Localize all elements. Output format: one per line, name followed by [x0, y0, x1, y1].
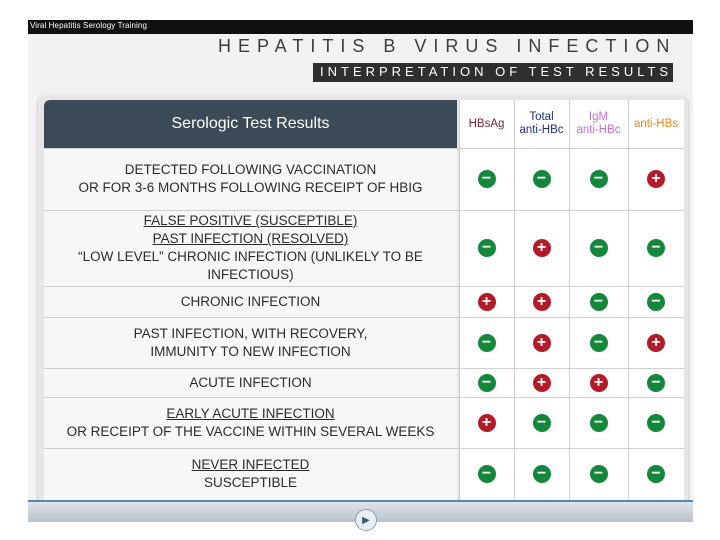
result-cell — [514, 448, 569, 500]
result-cell — [459, 317, 514, 368]
table-row — [44, 286, 457, 317]
slide-title: HEPATITIS B VIRUS INFECTION — [218, 36, 677, 56]
table-row — [44, 448, 457, 500]
row-divider — [44, 317, 684, 318]
negative-result-icon: − — [533, 170, 551, 188]
row-label-line: OR FOR 3-6 MONTHS FOLLOWING RECEIPT OF HBIG — [78, 180, 423, 195]
column-header-line: HBsAg — [468, 117, 505, 130]
negative-result-icon: − — [590, 239, 608, 257]
negative-result-icon: − — [533, 465, 551, 483]
result-cell — [514, 368, 569, 397]
row-label-line: NEVER INFECTED — [191, 457, 310, 472]
row-divider — [44, 368, 684, 369]
negative-result-icon: − — [590, 465, 608, 483]
column-header-line: Total — [529, 111, 554, 123]
result-cell — [514, 148, 569, 210]
result-cell — [569, 286, 628, 317]
column-divider — [569, 100, 570, 500]
play-icon[interactable]: ▶ — [355, 509, 377, 531]
result-cell — [569, 317, 628, 368]
row-label-line: ACUTE INFECTION — [189, 374, 312, 390]
table-row — [44, 210, 457, 286]
negative-result-icon: − — [478, 465, 496, 483]
table-row — [44, 148, 457, 210]
positive-result-icon: + — [647, 334, 665, 352]
column-header — [569, 100, 628, 148]
row-label-line: “LOW LEVEL” CHRONIC INFECTION (UNLIKELY TO BE INFECTIOUS) — [78, 249, 423, 282]
row-label-line: FALSE POSITIVE (SUSCEPTIBLE) — [143, 213, 358, 228]
result-cell — [459, 210, 514, 286]
negative-result-icon: − — [478, 239, 496, 257]
row-label-line: EARLY ACUTE INFECTION — [166, 405, 335, 421]
row-divider — [44, 148, 684, 149]
column-divider — [459, 100, 460, 500]
negative-result-icon: − — [533, 414, 551, 432]
positive-result-icon: + — [478, 293, 496, 311]
result-cell — [514, 317, 569, 368]
row-divider — [44, 286, 684, 287]
window-titlebar — [28, 20, 693, 35]
result-cell — [459, 148, 514, 210]
result-cell — [628, 210, 684, 286]
result-cell — [628, 397, 684, 448]
column-header-line: anti-HBc — [576, 124, 621, 136]
result-cell — [514, 286, 569, 317]
row-label-line: DETECTED FOLLOWING VACCINATION — [124, 162, 377, 177]
row-label-line: SUSCEPTIBLE — [203, 475, 298, 490]
slide-subtitle: INTERPRETATION OF TEST RESULTS — [320, 64, 673, 79]
result-cell — [628, 368, 684, 397]
result-cell — [569, 448, 628, 500]
positive-result-icon: + — [590, 374, 608, 392]
result-cell — [459, 368, 514, 397]
table-row — [44, 397, 457, 448]
column-header — [514, 100, 569, 148]
column-divider — [514, 100, 515, 500]
result-cell — [569, 368, 628, 397]
row-label-line: PAST INFECTION, WITH RECOVERY, — [133, 325, 368, 341]
table-row — [44, 368, 457, 397]
row-divider — [44, 397, 684, 398]
negative-result-icon: − — [647, 465, 665, 483]
negative-result-icon: − — [590, 293, 608, 311]
result-cell — [628, 448, 684, 500]
positive-result-icon: + — [533, 239, 551, 257]
positive-result-icon: + — [533, 374, 551, 392]
negative-result-icon: − — [478, 374, 496, 392]
result-cell — [459, 397, 514, 448]
negative-result-icon: − — [647, 414, 665, 432]
negative-result-icon: − — [478, 170, 496, 188]
window-title: Viral Hepatitis Serology Training — [30, 21, 147, 30]
negative-result-icon: − — [647, 374, 665, 392]
row-label-line: OR RECEIPT OF THE VACCINE WITHIN SEVERAL WEEKS — [66, 423, 435, 439]
row-label-line: CHRONIC INFECTION — [180, 293, 321, 309]
positive-result-icon: + — [533, 293, 551, 311]
table-row — [44, 317, 457, 368]
row-label-line: IMMUNITY TO NEW INFECTION — [150, 343, 351, 359]
result-cell — [459, 286, 514, 317]
row-label-line: PAST INFECTION (RESOLVED) — [152, 231, 349, 246]
column-header-line: anti-HBs — [633, 117, 679, 130]
result-cell — [628, 148, 684, 210]
result-cell — [569, 148, 628, 210]
result-cell — [514, 210, 569, 286]
positive-result-icon: + — [533, 334, 551, 352]
negative-result-icon: − — [590, 334, 608, 352]
result-cell — [459, 448, 514, 500]
negative-result-icon: − — [590, 414, 608, 432]
negative-result-icon: − — [478, 334, 496, 352]
result-cell — [628, 317, 684, 368]
negative-result-icon: − — [647, 239, 665, 257]
table-header: Serologic Test Results — [171, 115, 330, 132]
negative-result-icon: − — [590, 170, 608, 188]
result-cell — [569, 397, 628, 448]
column-header — [628, 100, 684, 148]
column-divider — [628, 100, 629, 500]
result-cell — [569, 210, 628, 286]
column-header-line: anti-HBc — [519, 124, 564, 136]
result-cell — [628, 286, 684, 317]
row-divider — [44, 448, 684, 449]
positive-result-icon: + — [478, 414, 496, 432]
column-header — [459, 100, 514, 148]
row-divider — [44, 210, 684, 211]
result-cell — [514, 397, 569, 448]
negative-result-icon: − — [647, 293, 665, 311]
column-header-line: IgM — [588, 111, 609, 123]
positive-result-icon: + — [647, 170, 665, 188]
